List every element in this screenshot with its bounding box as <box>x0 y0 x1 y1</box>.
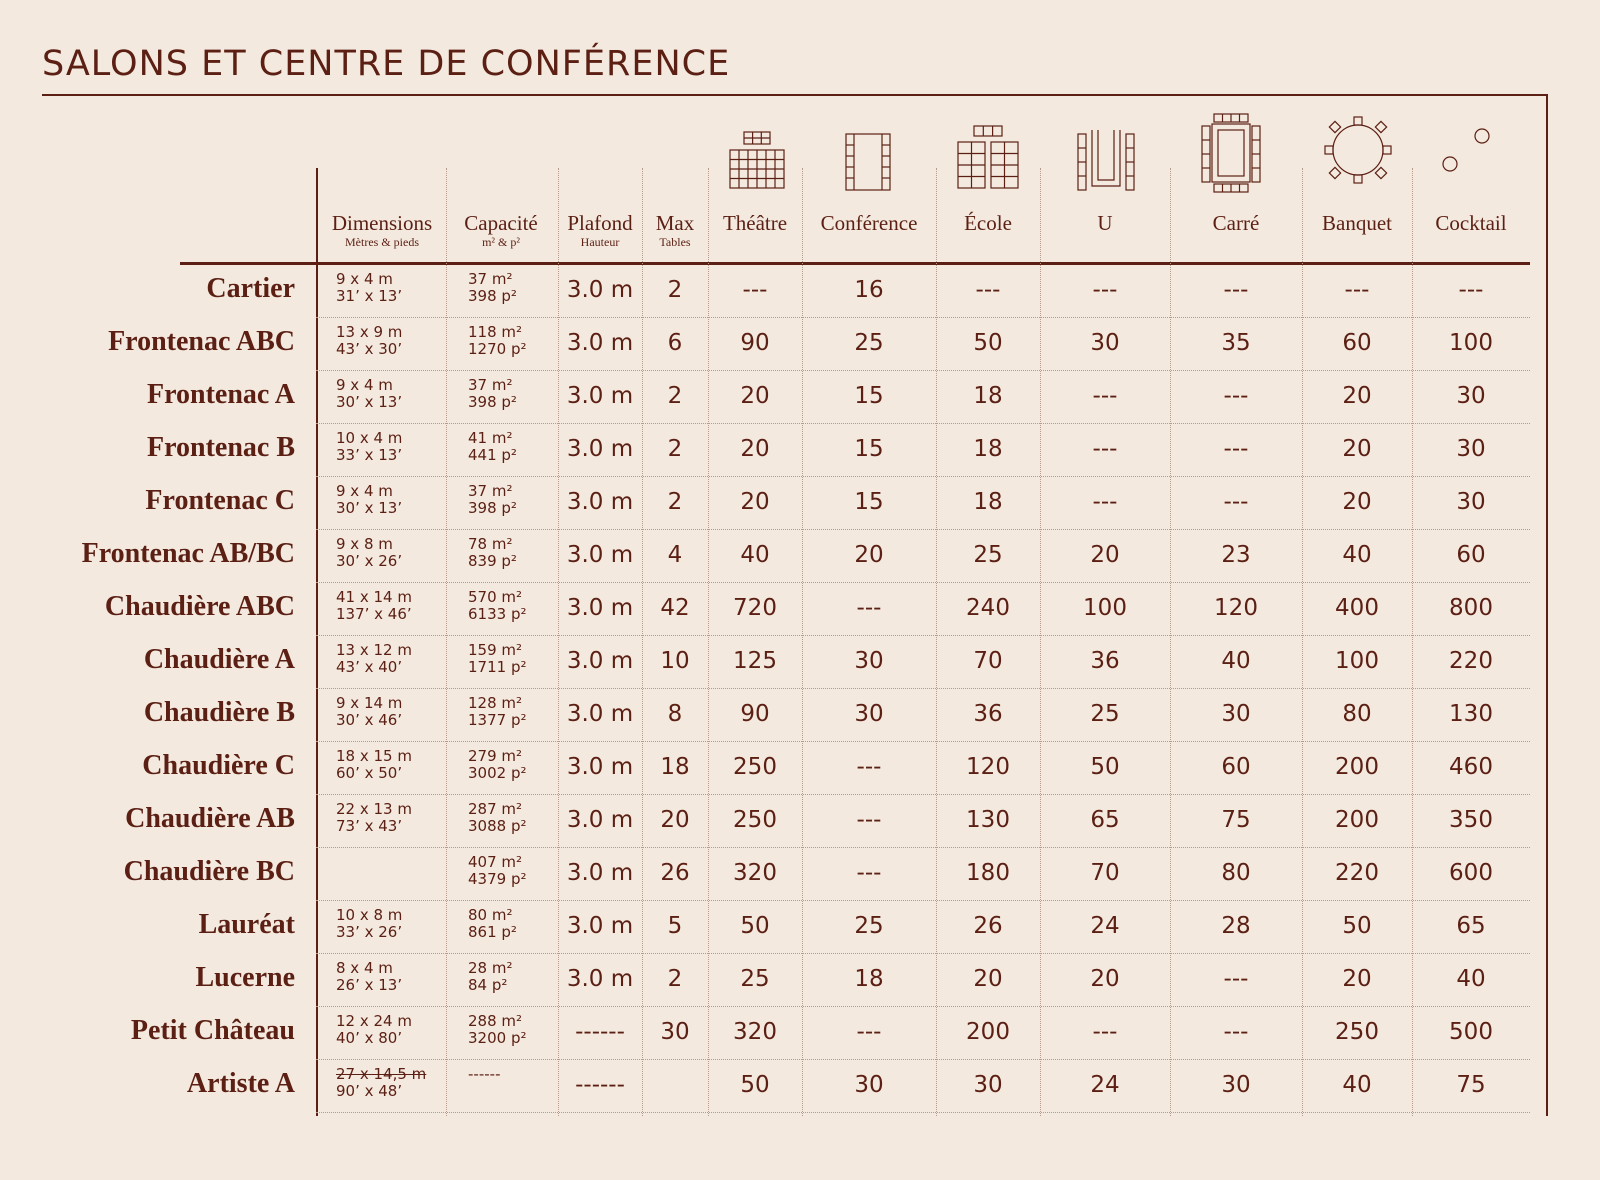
conference-table-icon <box>844 112 892 194</box>
cell-conference: 16 <box>854 277 884 303</box>
row-name: Frontenac C <box>145 485 295 516</box>
row-divider <box>316 847 1530 848</box>
ceiling-height: ------ <box>575 1072 625 1098</box>
row-divider <box>316 1112 1530 1113</box>
cell-theatre: 40 <box>740 542 770 568</box>
ceiling-height: 3.0 m <box>566 648 634 674</box>
area-imperial: 1711 p² <box>468 658 527 676</box>
cell-banquet: 20 <box>1342 436 1372 462</box>
cell-conference: 15 <box>854 383 884 409</box>
col-capacite-label: Capacité <box>464 211 538 235</box>
cell-cocktail: 65 <box>1456 913 1486 939</box>
cell-banquet: 20 <box>1342 383 1372 409</box>
page-title: SALONS ET CENTRE DE CONFÉRENCE <box>42 44 731 84</box>
cell-theatre: 720 <box>733 595 777 621</box>
row-name: Frontenac B <box>146 432 295 463</box>
row-name: Chaudière BC <box>123 856 295 887</box>
cell-theatre: 50 <box>740 1072 770 1098</box>
cell-max: 26 <box>660 860 690 886</box>
cell-ecole: 200 <box>966 1019 1010 1045</box>
dimensions-imperial: 26’ x 13’ <box>336 976 403 994</box>
area-metric: 80 m² <box>468 906 513 924</box>
row-divider <box>316 317 1530 318</box>
area-metric: 41 m² <box>468 429 513 447</box>
dimensions-metric: 9 x 14 m <box>336 694 403 712</box>
cell-conference: 30 <box>854 1072 884 1098</box>
row-name: Artiste A <box>186 1068 295 1099</box>
area-metric: 118 m² <box>468 323 523 341</box>
dimensions-metric: 8 x 4 m <box>336 959 393 977</box>
area-imperial: 6133 p² <box>468 605 527 623</box>
area-imperial: 398 p² <box>468 287 517 305</box>
cell-u: 24 <box>1090 1072 1120 1098</box>
area-metric: 279 m² <box>468 747 523 765</box>
row-divider <box>316 794 1530 795</box>
row-divider <box>316 423 1530 424</box>
row-name: Chaudière A <box>143 644 295 675</box>
dimensions-metric: 41 x 14 m <box>336 588 412 606</box>
dimensions-metric: 9 x 4 m <box>336 376 393 394</box>
cell-max: 30 <box>660 1019 690 1045</box>
cell-conference: --- <box>856 1019 882 1045</box>
cell-banquet: 200 <box>1335 754 1379 780</box>
col-banquet <box>1302 212 1412 234</box>
cell-banquet: 20 <box>1342 966 1372 992</box>
cell-ecole: 26 <box>973 913 1003 939</box>
area-imperial: 1270 p² <box>468 340 527 358</box>
col-cocktail <box>1412 212 1530 234</box>
area-imperial: 3200 p² <box>468 1029 527 1047</box>
area-imperial: 1377 p² <box>468 711 527 729</box>
area-metric: 78 m² <box>468 535 513 553</box>
row-name: Frontenac A <box>146 379 295 410</box>
row-divider <box>316 635 1530 636</box>
area-metric: 128 m² <box>468 694 523 712</box>
frame-top-rule <box>42 94 1548 96</box>
area-imperial: 839 p² <box>468 552 517 570</box>
dimensions-imperial: 30’ x 13’ <box>336 393 403 411</box>
area-imperial: 3088 p² <box>468 817 527 835</box>
col-plafond-sub: Hauteur <box>580 235 620 249</box>
dimensions-metric: 18 x 15 m <box>336 747 412 765</box>
cell-conference: 30 <box>854 648 884 674</box>
row-divider <box>316 476 1530 477</box>
cell-cocktail: 130 <box>1449 701 1493 727</box>
cell-cocktail: 460 <box>1449 754 1493 780</box>
col-dimensions-label: Dimensions <box>331 211 433 235</box>
cell-conference: 18 <box>854 966 884 992</box>
ceiling-height: 3.0 m <box>566 807 634 833</box>
cell-theatre: 25 <box>740 966 770 992</box>
left-rule <box>316 168 318 1116</box>
dimensions-metric: 13 x 12 m <box>336 641 412 659</box>
cell-ecole: 120 <box>966 754 1010 780</box>
area-metric: ------ <box>468 1065 501 1083</box>
cell-u: 36 <box>1090 648 1120 674</box>
cocktail-tables-icon <box>1436 112 1498 194</box>
dimensions-imperial: 33’ x 13’ <box>336 446 403 464</box>
cell-banquet: 220 <box>1335 860 1379 886</box>
cell-max: 10 <box>660 648 690 674</box>
cell-banquet: 200 <box>1335 807 1379 833</box>
cell-u: 20 <box>1090 542 1120 568</box>
area-imperial: 861 p² <box>468 923 517 941</box>
ceiling-height: 3.0 m <box>566 966 634 992</box>
ceiling-height: ------ <box>575 1019 625 1045</box>
cell-max: 5 <box>667 913 683 939</box>
cell-banquet: 250 <box>1335 1019 1379 1045</box>
col-capacite <box>446 212 556 250</box>
cell-cocktail: 60 <box>1456 542 1486 568</box>
dimensions-metric: 9 x 4 m <box>336 270 393 288</box>
row-divider <box>316 953 1530 954</box>
col-dimensions <box>322 212 442 250</box>
ceiling-height: 3.0 m <box>566 754 634 780</box>
col-max-sub: Tables <box>659 235 691 249</box>
row-divider <box>316 582 1530 583</box>
row-divider <box>316 688 1530 689</box>
cell-cocktail: 600 <box>1449 860 1493 886</box>
cell-theatre: 250 <box>733 754 777 780</box>
cell-carre: 30 <box>1221 1072 1251 1098</box>
dimensions-imperial: 43’ x 30’ <box>336 340 403 358</box>
cell-conference: 30 <box>854 701 884 727</box>
cell-banquet: 60 <box>1342 330 1372 356</box>
cell-u: 100 <box>1083 595 1127 621</box>
cell-carre: 40 <box>1221 648 1251 674</box>
ceiling-height: 3.0 m <box>566 383 634 409</box>
area-metric: 570 m² <box>468 588 523 606</box>
row-divider <box>316 1006 1530 1007</box>
dimensions-metric: 9 x 8 m <box>336 535 393 553</box>
col-plafond <box>558 212 642 250</box>
area-metric: 37 m² <box>468 376 513 394</box>
dimensions-metric: 9 x 4 m <box>336 482 393 500</box>
cell-ecole: 50 <box>973 330 1003 356</box>
col-u <box>1040 212 1170 234</box>
area-metric: 159 m² <box>468 641 523 659</box>
cell-max: 6 <box>667 330 683 356</box>
dimensions-metric: 27 x 14,5 m <box>336 1065 427 1083</box>
cell-carre: --- <box>1223 1019 1249 1045</box>
cell-banquet: 80 <box>1342 701 1372 727</box>
cell-ecole: 30 <box>973 1072 1003 1098</box>
cell-carre: 120 <box>1214 595 1258 621</box>
ceiling-height: 3.0 m <box>566 595 634 621</box>
cell-ecole: 18 <box>973 489 1003 515</box>
cell-carre: --- <box>1223 489 1249 515</box>
cell-u: 20 <box>1090 966 1120 992</box>
cell-ecole: 20 <box>973 966 1003 992</box>
frame-right-rule <box>1546 94 1548 1116</box>
square-table-icon <box>1200 112 1262 194</box>
cell-carre: 23 <box>1221 542 1251 568</box>
area-metric: 37 m² <box>468 482 513 500</box>
cell-banquet: 100 <box>1335 648 1379 674</box>
col-carre <box>1170 212 1302 234</box>
dimensions-metric: 13 x 9 m <box>336 323 403 341</box>
cell-cocktail: 100 <box>1449 330 1493 356</box>
cell-banquet: 400 <box>1335 595 1379 621</box>
row-name: Frontenac AB/BC <box>81 538 295 569</box>
cell-conference: 15 <box>854 436 884 462</box>
cell-theatre: --- <box>742 277 768 303</box>
cell-conference: 25 <box>854 330 884 356</box>
col-max <box>642 212 708 250</box>
area-imperial: 441 p² <box>468 446 517 464</box>
cell-cocktail: 500 <box>1449 1019 1493 1045</box>
row-divider <box>316 900 1530 901</box>
cell-theatre: 20 <box>740 436 770 462</box>
cell-theatre: 250 <box>733 807 777 833</box>
cell-carre: --- <box>1223 277 1249 303</box>
cell-u: --- <box>1092 1019 1118 1045</box>
row-name: Lucerne <box>195 962 295 993</box>
cell-cocktail: 350 <box>1449 807 1493 833</box>
cell-theatre: 20 <box>740 489 770 515</box>
area-metric: 37 m² <box>468 270 513 288</box>
area-metric: 28 m² <box>468 959 513 977</box>
cell-cocktail: 30 <box>1456 436 1486 462</box>
col-cocktail-label: Cocktail <box>1435 211 1507 235</box>
cell-theatre: 320 <box>733 1019 777 1045</box>
cell-ecole: 240 <box>966 595 1010 621</box>
ceiling-height: 3.0 m <box>566 436 634 462</box>
cell-carre: --- <box>1223 966 1249 992</box>
ceiling-height: 3.0 m <box>566 277 634 303</box>
cell-max: 20 <box>660 807 690 833</box>
dimensions-imperial: 30’ x 26’ <box>336 552 403 570</box>
row-divider <box>316 370 1530 371</box>
ceiling-height: 3.0 m <box>566 330 634 356</box>
col-conference <box>802 212 936 234</box>
cell-cocktail: --- <box>1458 277 1484 303</box>
ceiling-height: 3.0 m <box>566 489 634 515</box>
area-metric: 288 m² <box>468 1012 523 1030</box>
row-divider <box>316 529 1530 530</box>
dimensions-imperial: 31’ x 13’ <box>336 287 403 305</box>
cell-u: 30 <box>1090 330 1120 356</box>
cell-ecole: 70 <box>973 648 1003 674</box>
cell-u: 24 <box>1090 913 1120 939</box>
cell-u: 65 <box>1090 807 1120 833</box>
cell-ecole: 180 <box>966 860 1010 886</box>
ceiling-height: 3.0 m <box>566 860 634 886</box>
cell-banquet: 40 <box>1342 1072 1372 1098</box>
cell-cocktail: 220 <box>1449 648 1493 674</box>
row-name: Chaudière ABC <box>104 591 295 622</box>
area-imperial: 4379 p² <box>468 870 527 888</box>
cell-carre: 30 <box>1221 701 1251 727</box>
cell-max: 4 <box>667 542 683 568</box>
ceiling-height: 3.0 m <box>566 542 634 568</box>
cell-conference: --- <box>856 807 882 833</box>
cell-theatre: 20 <box>740 383 770 409</box>
cell-max: 2 <box>667 277 683 303</box>
ceiling-height: 3.0 m <box>566 701 634 727</box>
cell-cocktail: 30 <box>1456 489 1486 515</box>
cell-banquet: --- <box>1344 277 1370 303</box>
cell-theatre: 50 <box>740 913 770 939</box>
row-name: Cartier <box>206 273 295 304</box>
col-ecole <box>936 212 1040 234</box>
header-rule <box>180 262 1530 265</box>
col-max-label: Max <box>655 211 695 235</box>
cell-max: 2 <box>667 436 683 462</box>
cell-cocktail: 30 <box>1456 383 1486 409</box>
u-shape-table-icon <box>1076 112 1136 194</box>
dimensions-metric: 10 x 4 m <box>336 429 403 447</box>
cell-banquet: 50 <box>1342 913 1372 939</box>
cell-u: 25 <box>1090 701 1120 727</box>
cell-max: 42 <box>660 595 690 621</box>
col-theatre-label: Théâtre <box>722 211 788 235</box>
cell-conference: 15 <box>854 489 884 515</box>
cell-theatre: 90 <box>740 701 770 727</box>
cell-u: --- <box>1092 489 1118 515</box>
theatre-seating-icon <box>728 112 786 194</box>
cell-conference: --- <box>856 754 882 780</box>
cell-theatre: 125 <box>733 648 777 674</box>
dimensions-imperial: 137’ x 46’ <box>336 605 412 623</box>
row-name: Petit Château <box>130 1015 295 1046</box>
cell-ecole: 18 <box>973 383 1003 409</box>
row-name: Chaudière B <box>143 697 295 728</box>
area-imperial: 398 p² <box>468 499 517 517</box>
cell-banquet: 20 <box>1342 489 1372 515</box>
dimensions-metric: 12 x 24 m <box>336 1012 412 1030</box>
cell-conference: --- <box>856 860 882 886</box>
cell-u: 50 <box>1090 754 1120 780</box>
cell-ecole: --- <box>975 277 1001 303</box>
col-plafond-label: Plafond <box>567 211 633 235</box>
cell-max: 2 <box>667 489 683 515</box>
row-divider <box>316 741 1530 742</box>
dimensions-imperial: 73’ x 43’ <box>336 817 403 835</box>
col-conference-label: Conférence <box>820 211 918 235</box>
cell-theatre: 90 <box>740 330 770 356</box>
cell-banquet: 40 <box>1342 542 1372 568</box>
cell-ecole: 18 <box>973 436 1003 462</box>
dimensions-metric: 10 x 8 m <box>336 906 403 924</box>
cell-conference: 25 <box>854 913 884 939</box>
round-table-icon <box>1322 112 1394 194</box>
cell-carre: 80 <box>1221 860 1251 886</box>
cell-carre: 28 <box>1221 913 1251 939</box>
cell-conference: --- <box>856 595 882 621</box>
row-divider <box>316 1059 1530 1060</box>
area-metric: 407 m² <box>468 853 523 871</box>
dimensions-imperial: 40’ x 80’ <box>336 1029 403 1047</box>
cell-ecole: 130 <box>966 807 1010 833</box>
cell-u: --- <box>1092 383 1118 409</box>
col-carre-label: Carré <box>1212 211 1260 235</box>
col-theatre <box>708 212 802 234</box>
cell-cocktail: 75 <box>1456 1072 1486 1098</box>
area-metric: 287 m² <box>468 800 523 818</box>
cell-max: 18 <box>660 754 690 780</box>
cell-carre: 75 <box>1221 807 1251 833</box>
cell-u: --- <box>1092 436 1118 462</box>
dimensions-imperial: 43’ x 40’ <box>336 658 403 676</box>
dimensions-imperial: 90’ x 48’ <box>336 1082 403 1100</box>
cell-theatre: 320 <box>733 860 777 886</box>
area-imperial: 3002 p² <box>468 764 527 782</box>
cell-carre: --- <box>1223 383 1249 409</box>
cell-max: 2 <box>667 966 683 992</box>
col-ecole-label: École <box>964 211 1012 235</box>
cell-conference: 20 <box>854 542 884 568</box>
col-banquet-label: Banquet <box>1322 211 1392 235</box>
row-name: Lauréat <box>198 909 295 940</box>
cell-cocktail: 40 <box>1456 966 1486 992</box>
area-imperial: 398 p² <box>468 393 517 411</box>
col-u-label: U <box>1097 211 1113 235</box>
col-capacite-sub: m² & p² <box>482 235 520 249</box>
dimensions-imperial: 30’ x 13’ <box>336 499 403 517</box>
col-dimensions-sub: Mètres & pieds <box>345 235 419 249</box>
cell-carre: --- <box>1223 436 1249 462</box>
dimensions-metric: 22 x 13 m <box>336 800 412 818</box>
dimensions-imperial: 30’ x 46’ <box>336 711 403 729</box>
column-divider <box>446 168 447 1116</box>
cell-max: 2 <box>667 383 683 409</box>
cell-u: --- <box>1092 277 1118 303</box>
area-imperial: 84 p² <box>468 976 508 994</box>
cell-cocktail: 800 <box>1449 595 1493 621</box>
cell-u: 70 <box>1090 860 1120 886</box>
ceiling-height: 3.0 m <box>566 913 634 939</box>
cell-ecole: 36 <box>973 701 1003 727</box>
row-name: Chaudière AB <box>125 803 295 834</box>
row-name: Chaudière C <box>142 750 295 781</box>
dimensions-imperial: 33’ x 26’ <box>336 923 403 941</box>
cell-ecole: 25 <box>973 542 1003 568</box>
row-name: Frontenac ABC <box>108 326 295 357</box>
cell-carre: 60 <box>1221 754 1251 780</box>
classroom-seating-icon <box>956 112 1020 194</box>
cell-max: 8 <box>667 701 683 727</box>
dimensions-imperial: 60’ x 50’ <box>336 764 403 782</box>
cell-carre: 35 <box>1221 330 1251 356</box>
